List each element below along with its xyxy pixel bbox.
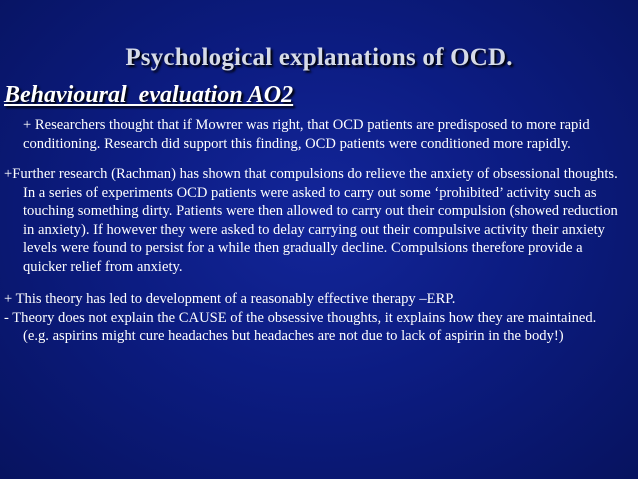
slide-subtitle: Behavioural evaluation AO2: [4, 82, 294, 108]
paragraph-rachman: +Further research (Rachman) has shown that compulsions do relieve the anxiety of obsessional thoughts. In a series of experiments OCD patients were asked to carry out some ‘prohibited’ activity such as touching something dirty. Patients were then allowed to carry out their compulsion (showed reduction in anxiety). If however they were asked to delay carrying out their compulsive activity their anxiety levels were found to persist for a while then gradually decline. Compulsions therefore provide a quicker relief from anxiety.: [4, 166, 618, 275]
slide-body: [4, 116, 624, 346]
paragraph-erp: + This theory has led to development of a reasonably effective therapy –ERP.: [4, 291, 456, 307]
paragraph-cause: - Theory does not explain the CAUSE of the obsessive thoughts, it explains how they are maintained. (e.g. aspirins might cure headaches but headaches are not due to lack of aspirin in the body!): [4, 309, 597, 344]
slide-title: Psychological explanations of OCD.: [125, 44, 513, 71]
paragraph-researchers: + Researchers thought that if Mowrer was right, that OCD patients are predisposed to more rapid conditioning. Research did support this finding, OCD patients were conditioned more rapidly.: [23, 117, 590, 152]
